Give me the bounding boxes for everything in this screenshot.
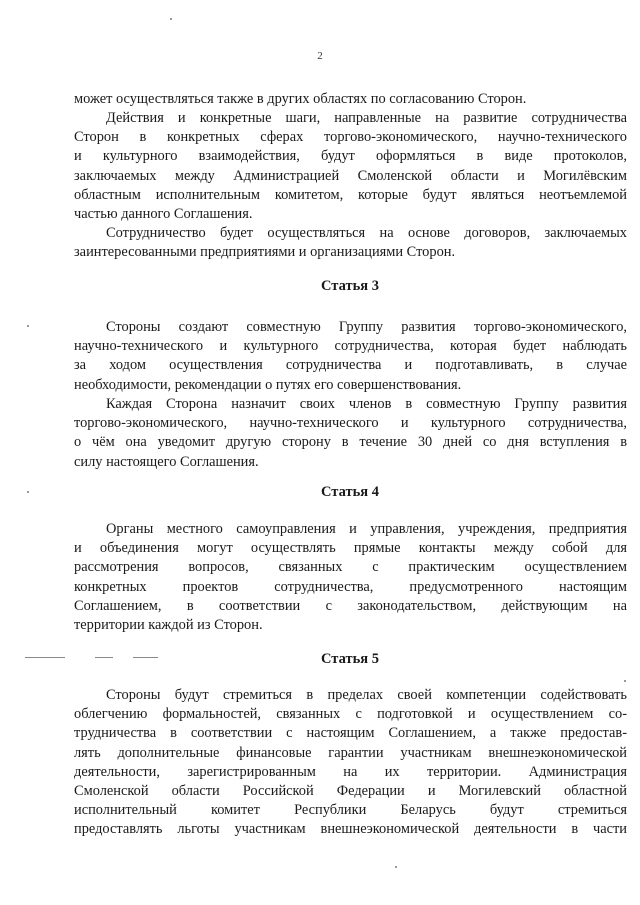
text-line: рассмотрения вопросов, связанных с практическим осуществлением [74, 559, 627, 576]
scan-speck [27, 491, 29, 493]
paragraph-protocols [74, 109, 627, 224]
text-line: конкретных проектов сотрудничества, предусмотренного настоящим [74, 578, 627, 595]
text-line: силу настоящего Соглашения. [74, 453, 259, 470]
scan-dash [95, 657, 113, 658]
article-5-paragraph-1 [74, 686, 627, 840]
text-line: Сотрудничество будет осуществляться на основе договоров, заключаемых [106, 225, 627, 241]
text-line: территории каждой из Сторон. [74, 617, 263, 634]
text-line: Стороны будут стремиться в пределах своей компетенции содействовать [106, 687, 627, 703]
paragraph-continuation [74, 90, 627, 109]
text-line: деятельности, зарегистрированным на их территории. Администрация [74, 763, 627, 780]
text-line: и объединения могут осуществлять прямые контакты между собой для [74, 540, 627, 557]
text-line: Органы местного самоуправления и управления, учреждения, предприятия [106, 521, 627, 537]
scan-dash [133, 657, 158, 658]
text-line: необходимости, рекомендации о путях его совершенствования. [74, 376, 462, 393]
article-3-paragraph-1 [74, 318, 627, 395]
text-line: о чём она уведомит другую сторону в течение 30 дней со дня вступления в [74, 434, 627, 451]
text-line: может осуществляться также в других областях по согласованию Сторон. [74, 91, 527, 107]
text-line: научно-технического и культурного сотрудничества, которая будет наблюдать [74, 338, 627, 355]
article-3-heading: Статья 3 [321, 278, 379, 294]
text-line: Стороны создают совместную Группу развития торгово-экономического, [106, 319, 627, 335]
article-5-heading: Статья 5 [321, 651, 379, 667]
text-line: заинтересованными предприятиями и организациями Сторон. [74, 244, 456, 261]
article-4-heading: Статья 4 [321, 484, 379, 500]
text-line: частью данного Соглашения. [74, 206, 253, 223]
text-line: и культурного взаимодействия, будут оформляться в виде протоколов, [74, 148, 627, 165]
text-line: исполнительный комитет Республики Беларусь будут стремиться [74, 802, 627, 819]
text-line: Сторон в конкретных сферах торгово-экономического, научно-технического [74, 129, 627, 146]
text-line: предоставлять льготы участникам внешнеэкономической деятельности в части [74, 821, 627, 838]
text-line: Каждая Сторона назначит своих членов в совместную Группу развития [106, 396, 627, 412]
paragraph-contracts [74, 224, 627, 262]
page-number: 2 [317, 50, 323, 62]
text-line: торгово-экономического, научно-технического и культурного сотрудничества, [74, 415, 627, 432]
article-4-paragraph-1 [74, 520, 627, 635]
text-line: областным исполнительным комитетом, которые будут являться неотъемлемой [74, 186, 627, 203]
scan-dash [25, 657, 65, 658]
text-line: Соглашением, в соответствии с законодательством, действующим на [74, 597, 627, 614]
scan-speck [170, 18, 172, 20]
text-line: лять дополнительные финансовые гарантии участникам внешнеэкономической [74, 744, 627, 761]
text-line: за ходом осуществления сотрудничества и подготавливать, в случае [74, 357, 627, 374]
article-3-paragraph-2 [74, 395, 627, 472]
text-line: Смоленской области Российской Федерации и Могилевский областной [74, 783, 627, 800]
text-line: Действия и конкретные шаги, направленные на развитие сотрудничества [106, 110, 627, 126]
text-line: облегчению формальностей, связанных с подготовкой и осуществлением со- [74, 706, 627, 723]
scan-speck [624, 680, 626, 682]
scan-speck [395, 866, 397, 868]
text-line: трудничества в соответствии с настоящим Соглашением, а также предостав- [74, 725, 627, 742]
scan-speck [27, 325, 29, 327]
text-line: заключаемых между Администрацией Смоленской области и Могилёвским [74, 167, 627, 184]
